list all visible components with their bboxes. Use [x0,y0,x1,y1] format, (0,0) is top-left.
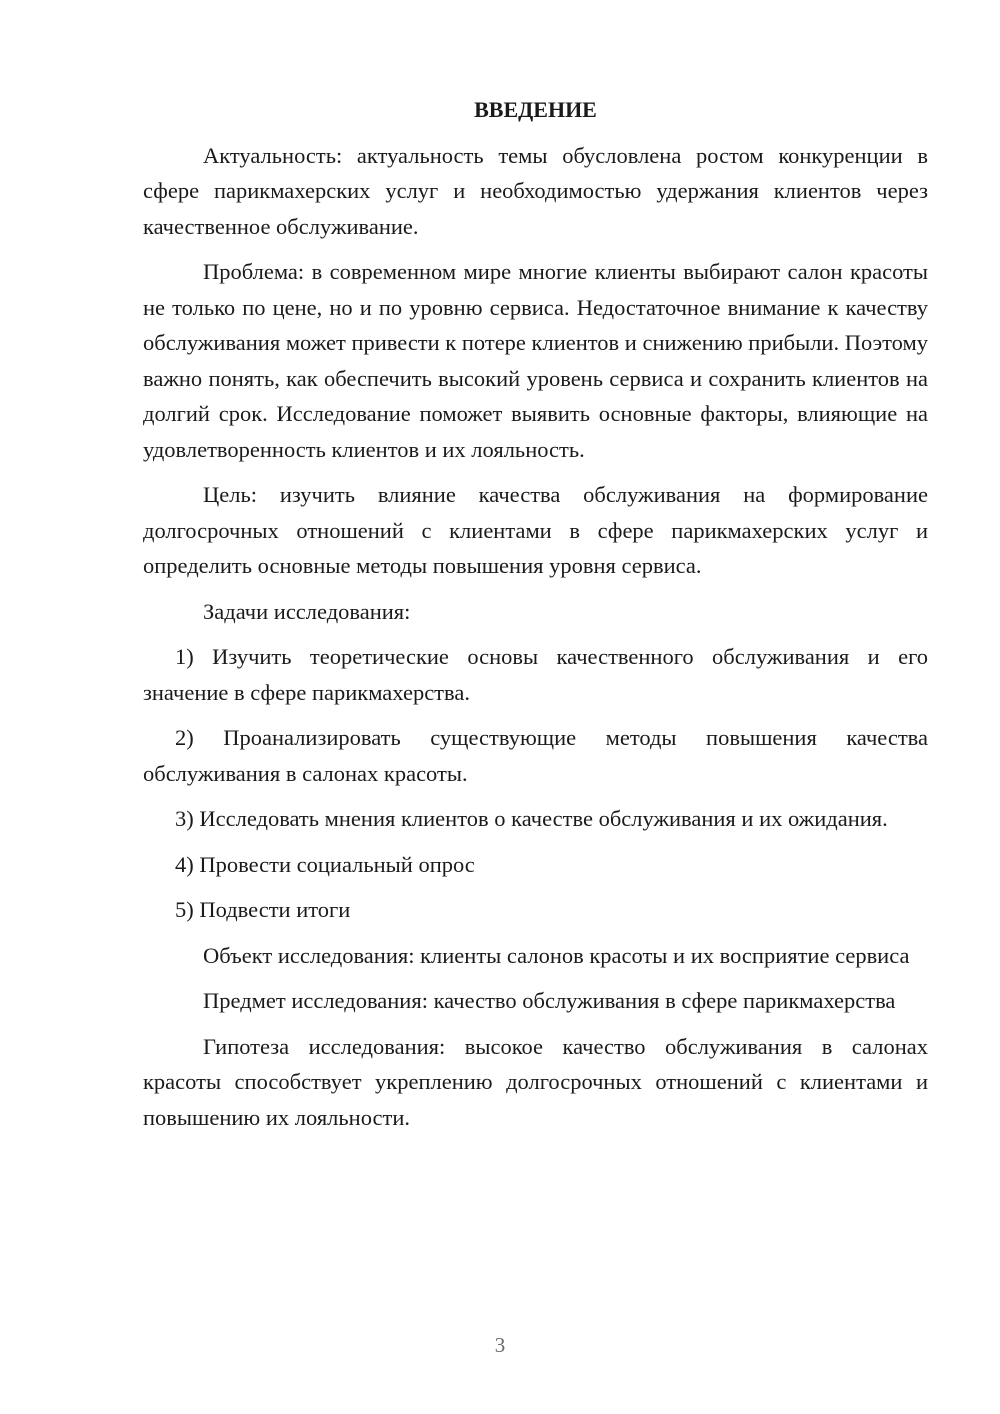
problem-paragraph: Проблема: в современном мире многие клиенты выбирают салон красоты не только по цене, но и по уровню сервиса. Недостаточное внимание к качеству обслуживания может привести к потере клиентов и снижению прибыли. Поэтому важно понять, как обеспечить высокий уровень сервиса и сохранить клиентов на долгий срок. Исследование поможет выявить основные факторы, влияющие на удовлетворенность клиентов и их лояльность. [143,259,928,462]
document-body [143,92,928,1145]
object-paragraph: Объект исследования: клиенты салонов красоты и их восприятие сервиса [203,942,910,968]
hypothesis-paragraph: Гипотеза исследования: высокое качество обслуживания в салонах красоты способствует укреплению долгосрочных отношений с клиентами и повышению их лояльности. [143,1033,928,1130]
task-item-4: 4) Провести социальный опрос [175,851,475,877]
task-item-1: 1) Изучить теоретические основы качественного обслуживания и его значение в сфере парикмахерства. [143,644,928,705]
document-title: ВВЕДЕНИЕ [474,97,597,122]
relevance-paragraph: Актуальность: актуальность темы обусловлена ростом конкуренции в сфере парикмахерских услуг и необходимостью удержания клиентов через качественное обслуживание. [143,142,928,239]
task-item-2: 2) Проанализировать существующие методы повышения качества обслуживания в салонах красоты. [143,725,928,786]
page-number: 3 [494,1333,506,1357]
goal-paragraph: Цель: изучить влияние качества обслуживания на формирование долгосрочных отношений с клиентами в сфере парикмахерских услуг и определить основные методы повышения уровня сервиса. [143,482,928,578]
tasks-heading: Задачи исследования: [203,598,411,624]
task-item-3: 3) Исследовать мнения клиентов о качестве обслуживания и их ожидания. [175,806,888,831]
task-item-5: 5) Подвести итоги [175,897,351,922]
subject-paragraph: Предмет исследования: качество обслуживания в сфере парикмахерства [203,988,896,1013]
